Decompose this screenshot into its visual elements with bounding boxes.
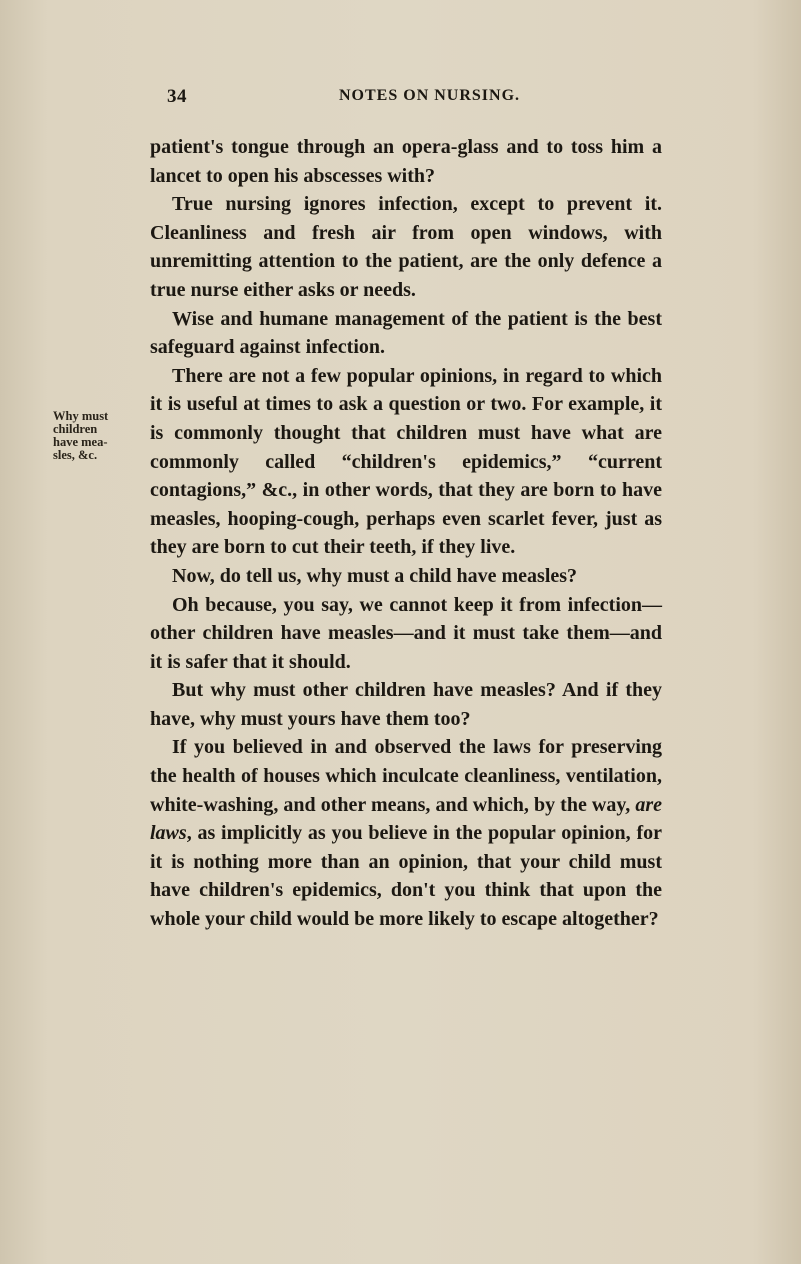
paragraph: There are not a few popular opinions, in regard to which it is useful at times to ask a question or two. For example, it is commonly thought that children must have what are commonly called “children's epidemics,” “current contagions,” &c., in other words, that they are born to have measles, hooping-cough, perhaps even scarlet fever, just as they are born to cut their teeth, if they live.	[150, 364, 662, 559]
margin-note	[53, 410, 133, 462]
paragraph-text: , as implicitly as you believe in the popular opinion, for it is nothing more than an opinion, that your child must have children's epidemics, don't you think that upon the whole your child would be more likely to escape altogether?	[150, 822, 662, 931]
emphasis: are laws	[150, 793, 662, 845]
paragraph	[150, 733, 662, 933]
margin-note-line: Why must	[53, 409, 109, 423]
running-head	[167, 86, 640, 112]
margin-note-line: children	[53, 422, 98, 436]
body-text	[150, 133, 662, 934]
paragraph: Now, do tell us, why must a child have measles?	[172, 564, 578, 587]
margin-note-line: have mea-	[53, 435, 108, 449]
running-title: NOTES ON NURSING.	[339, 87, 521, 104]
paragraph: Wise and humane management of the patient is the best safeguard against infection.	[150, 307, 662, 359]
paragraph-text: If you believed in and observed the laws for preserving the health of houses which inculcate cleanliness, ventilation, white-washing, and other means, and which, by the way,	[150, 736, 662, 816]
paragraph: patient's tongue through an opera-glass and to toss him a lancet to open his abscesses with?	[150, 136, 662, 187]
paragraph: But why must other children have measles? And if they have, why must yours have them too?	[150, 679, 662, 730]
page-number: 34	[167, 86, 187, 107]
paragraph: Oh because, you say, we cannot keep it from infection—other children have measles—and it must take them—and it is safer that it should.	[150, 593, 662, 673]
margin-note-line: sles, &c.	[53, 448, 98, 462]
paragraph: True nursing ignores infection, except to prevent it. Cleanliness and fresh air from open windows, with unremitting attention to the patient, are the only defence a true nurse either asks or needs.	[150, 193, 662, 301]
